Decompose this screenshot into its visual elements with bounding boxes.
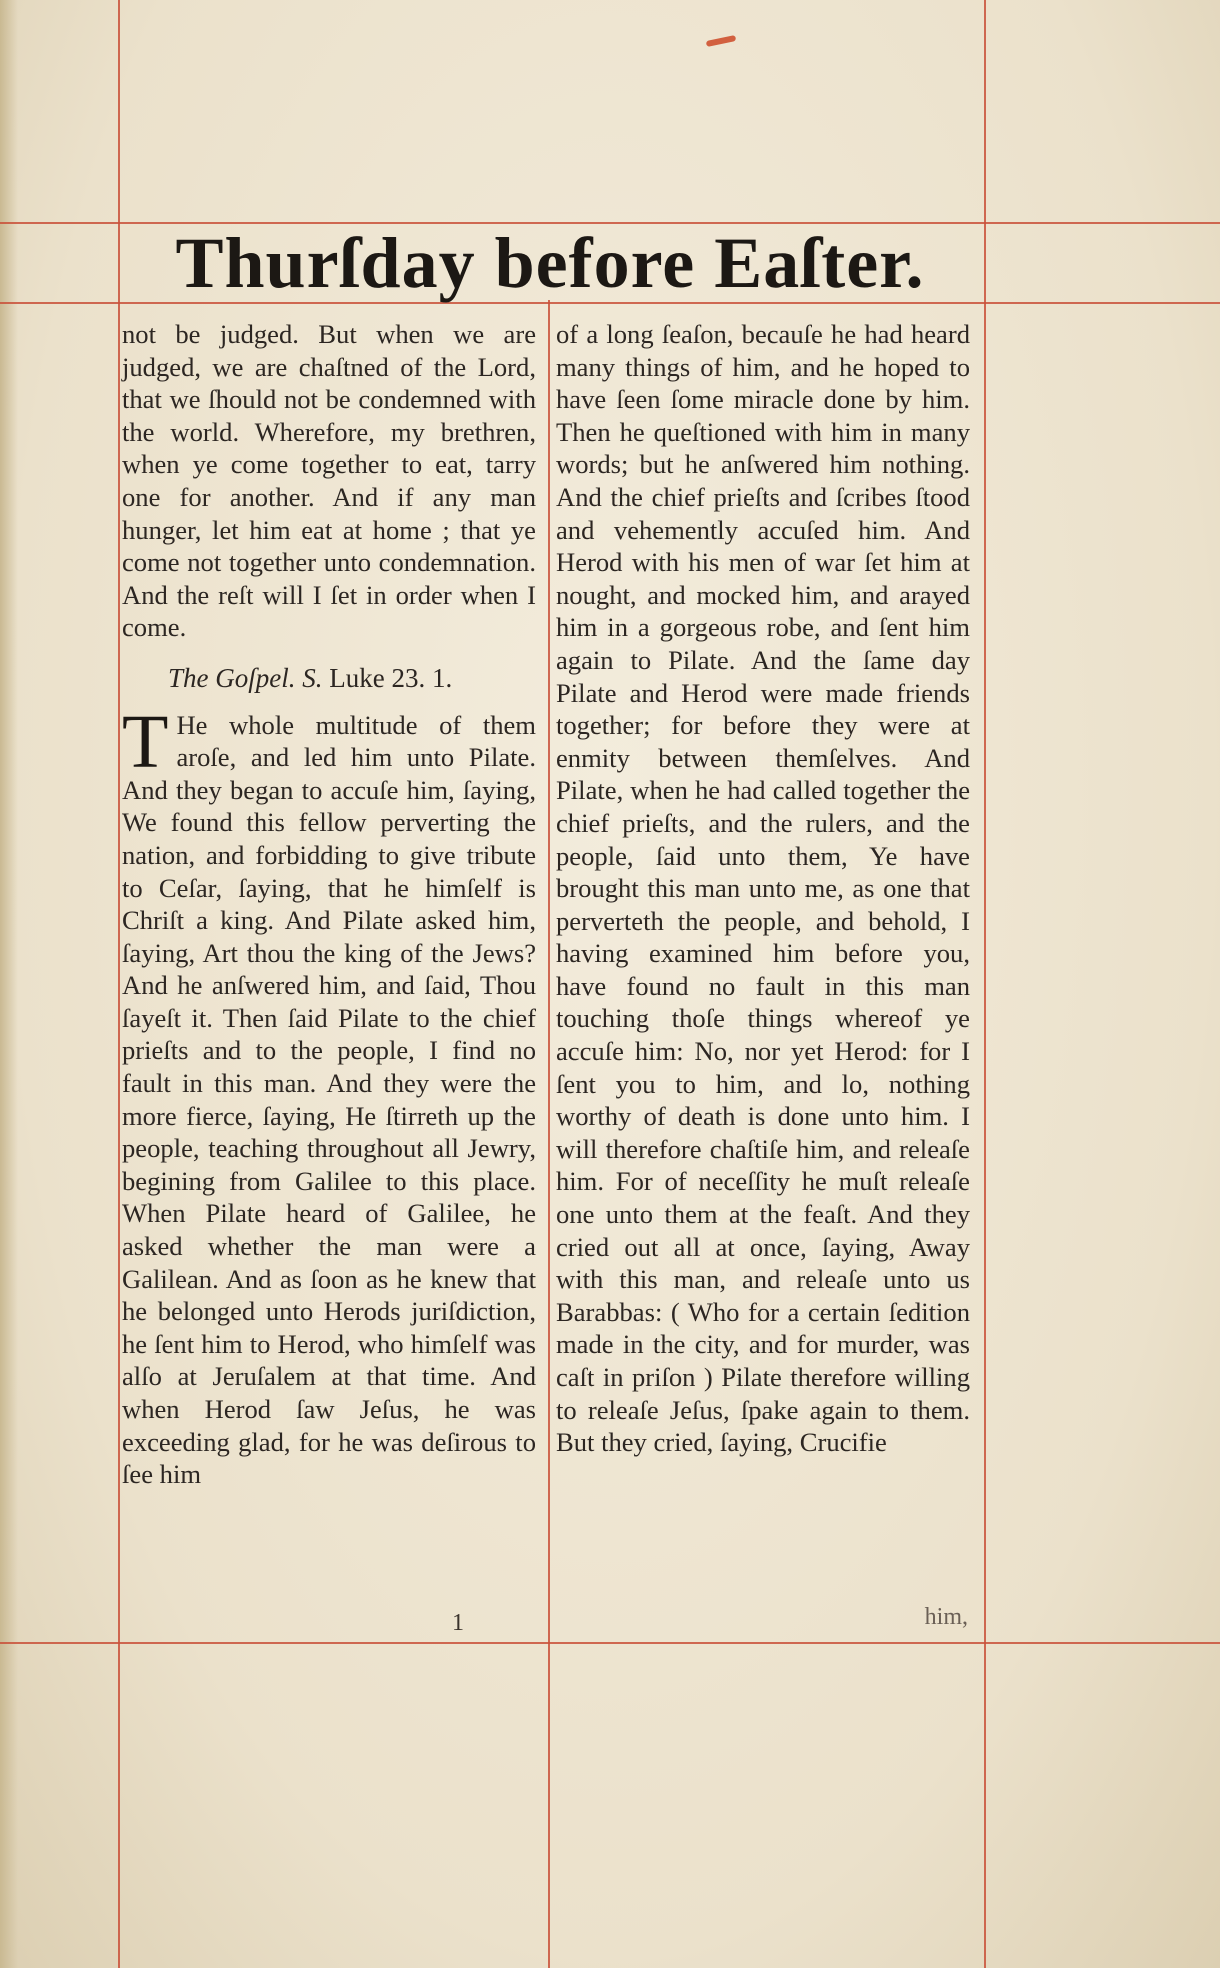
catchword: him, [924,1604,968,1630]
margin-rule-right [984,0,986,1968]
ink-smudge [706,35,737,47]
footer-rule [0,1642,1220,1644]
page-edge-shadow [0,0,18,1968]
gospel-heading-saint: S. [302,662,323,693]
right-text-column [556,318,970,1459]
gospel-heading-reference: Luke 23. 1. [329,662,453,693]
epistle-ending-paragraph: not be judged. But when we are judged, we are chaſtned of the Lord, that we ſhould not be condemned with the world. Wherefore, my brethren, when ye come together to eat, tarry one for another. And if any man hunger, let him eat at home ; that ye come not together unto condemnation. And the reſt will I ſet in order when I come. [122,319,536,643]
gospel-heading-label: The Goſpel. [168,662,296,693]
column-divider-rule [548,300,550,1968]
gospel-paragraph [122,699,536,1491]
signature-mark: 1 [452,1610,464,1636]
left-text-column [122,318,536,1491]
drop-cap: T [122,699,169,784]
gospel-text-left: He whole multitude of them aroſe, and led him unto Pilate. And they began to accuſe him, ſaying, We found this fellow perverting the nation, and forbidding to give tribute to Ceſar, ſaying, that he himſelf is Chriſt a king. And Pilate asked him, ſaying, Art thou the king of the Jews? And he anſwered him, and ſaid, Thou ſayeſt it. Then ſaid Pilate to the chief prieſts and to the people, I find no fault in this man. And they were the more fierce, ſaying, He ſtirreth up the people, teaching throughout all Jewry, begining from Galilee to this place. When Pilate heard of Galilee, he asked whether the man were a Galilean. And as ſoon as he knew that he belonged unto Herods juriſdiction, he ſent him to Herod, who himſelf was alſo at Jeruſalem at that time. And when Herod ſaw Jeſus, he was exceeding glad, for he was deſirous to ſee him [122,709,536,1490]
page-title: Thurſday before Eaſter. [175,223,925,303]
gospel-heading [122,662,536,695]
gospel-text-right: of a long ſeaſon, becauſe he had heard many things of him, and he hoped to have ſeen ſome miracle done by him. Then he queſtioned with him in many words; but he anſwered him nothing. And the chief prieſts and ſcribes ſtood and vehemently accuſed him. And Herod with his men of war ſet him at nought, and mocked him, and arayed him in a gorgeous robe, and ſent him again to Pilate. And the ſame day Pilate and Herod were made friends together; for before they were at enmity between themſelves. And Pilate, when he had called together the chief prieſts, and the rulers, and the people, ſaid unto them, Ye have brought this man unto me, as one that perverteth the people, and behold, I having examined him before you, have found no fault in this man touching thoſe things whereof ye accuſe him: No, nor yet Herod: for I ſent you to him, and lo, nothing worthy of death is done unto him. I will therefore chaſtiſe him, and releaſe him. For of neceſſity he muſt releaſe one unto them at the feaſt. And they cried out all at once, ſaying, Away with this man, and releaſe unto us Barabbas: ( Who for a certain ſedition made in the city, and for murder, was caſt in priſon ) Pilate therefore willing to releaſe Jeſus, ſpake again to them. But they cried, ſaying, Crucifie [556,319,970,1458]
